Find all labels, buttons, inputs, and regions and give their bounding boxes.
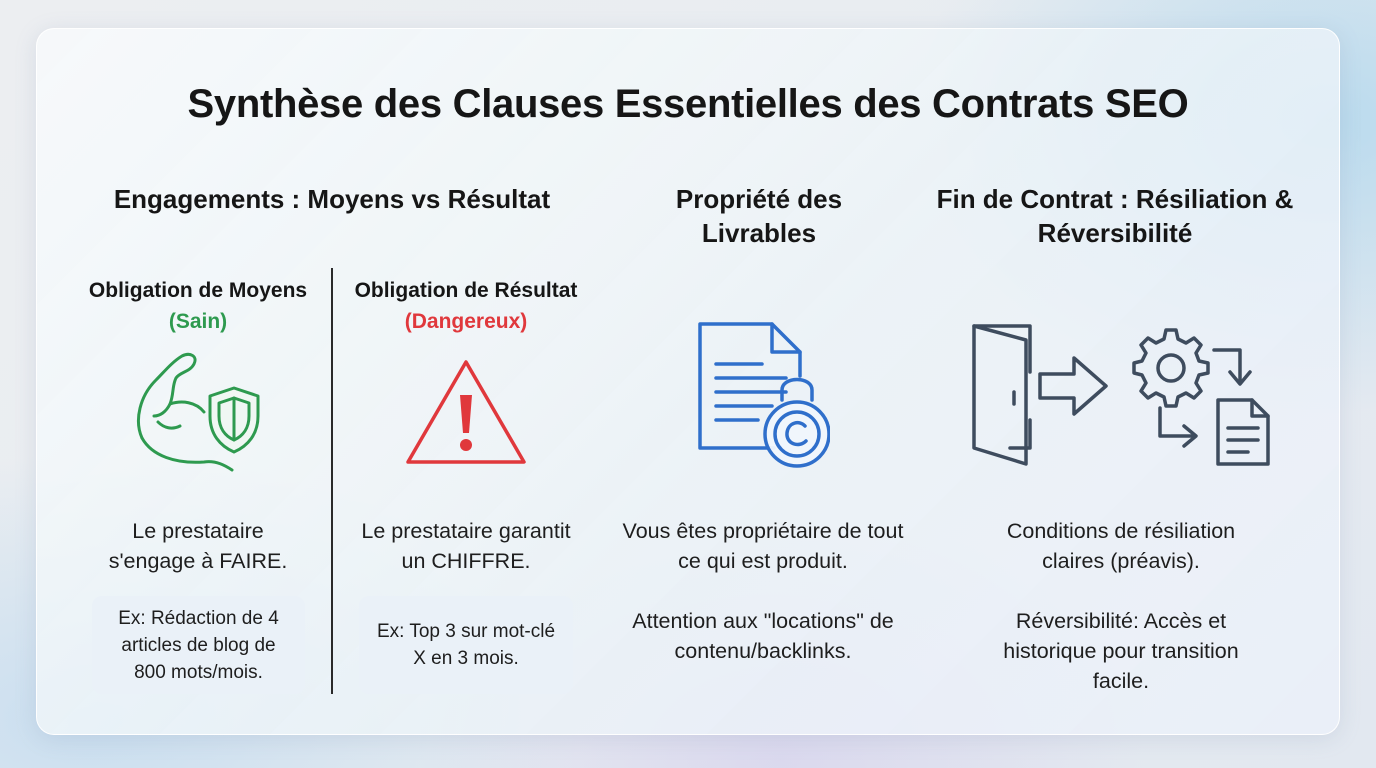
moyens-example-text: Ex: Rédaction de 4 articles de blog de 800 mots/mois.	[118, 607, 279, 683]
engagements-heading: Engagements : Moyens vs Résultat	[113, 184, 551, 214]
page-title: Synthèse des Clauses Essentielles des Contrats SEO	[187, 82, 1189, 126]
resultat-description: Le prestataire garantit un CHIFFRE.	[361, 519, 571, 573]
moyens-example	[92, 596, 305, 694]
warning-triangle-icon	[403, 357, 529, 467]
column-divider	[331, 268, 333, 694]
propriete-paragraph-2: Attention aux "locations" de contenu/backlinks.	[632, 609, 894, 663]
document-lock-copyright-icon	[696, 320, 830, 470]
fin-contrat-paragraph-1: Conditions de résiliation claires (préavis).	[1006, 519, 1236, 573]
flexed-arm-shield-icon	[130, 350, 266, 472]
resultat-heading	[340, 275, 592, 337]
propriete-paragraph-1: Vous êtes propriétaire de tout ce qui est produit.	[622, 519, 904, 573]
fin-contrat-heading: Fin de Contrat : Résiliation & Réversibilité	[936, 184, 1294, 248]
exit-door-icon	[970, 322, 1112, 468]
propriete-heading: Propriété des Livrables	[675, 184, 843, 248]
resultat-tag: (Dangereux)	[404, 310, 528, 333]
moyens-tag: (Sain)	[168, 310, 228, 333]
moyens-heading-label: Obligation de Moyens	[88, 279, 308, 302]
resultat-example-text: Ex: Top 3 sur mot-clé X en 3 mois.	[376, 621, 556, 669]
resultat-heading-label: Obligation de Résultat	[354, 279, 578, 302]
resultat-example	[359, 596, 573, 694]
gear-transfer-document-icon	[1130, 324, 1276, 468]
fin-contrat-paragraph-2: Réversibilité: Accès et historique pour transition facile.	[1003, 609, 1239, 693]
moyens-heading	[88, 275, 308, 337]
moyens-description: Le prestataire s'engage à FAIRE.	[108, 519, 288, 573]
